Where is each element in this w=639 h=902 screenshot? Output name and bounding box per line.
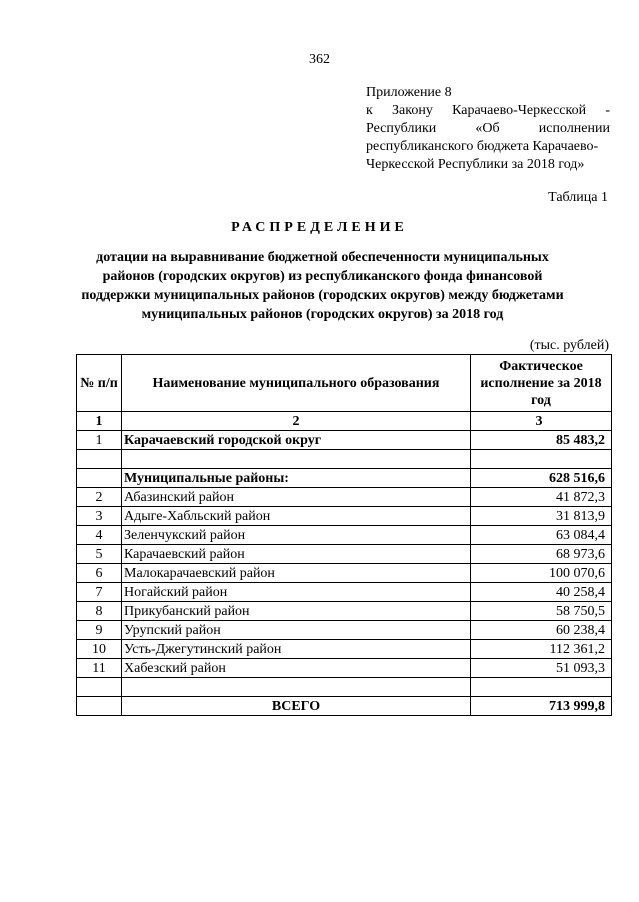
- appendix-line-1: Приложение 8: [366, 85, 452, 100]
- row-value: 40 258,4: [471, 583, 612, 602]
- row-name: Усть-Джегутинский район: [122, 640, 471, 659]
- row-num: 3: [77, 507, 122, 526]
- appendix-note: [366, 84, 610, 174]
- subtitle-line-3: поддержки муниципальных районов (городских округов) между бюджетами: [81, 288, 564, 303]
- row-value: 41 872,3: [471, 488, 612, 507]
- document-subtitle: [70, 248, 575, 324]
- row-num: 2: [77, 488, 122, 507]
- row-num: 11: [77, 659, 122, 678]
- table-row: [77, 583, 612, 602]
- table-row: [77, 621, 612, 640]
- col-number-2: 2: [122, 412, 471, 431]
- col-number-1: 1: [77, 412, 122, 431]
- row-name: Малокарачаевский район: [122, 564, 471, 583]
- subtitle-line-2: районов (городских округов) из республиканского фонда финансовой: [102, 269, 543, 284]
- header-num: № п/п: [77, 355, 122, 412]
- row-num: 6: [77, 564, 122, 583]
- appendix-line-2: к Закону Карачаево-Черкесской -: [366, 103, 610, 118]
- table-label: Таблица 1: [548, 190, 608, 205]
- row-value: 63 084,4: [471, 526, 612, 545]
- row-name: Карачаевский район: [122, 545, 471, 564]
- subtitle-line-1: дотации на выравнивание бюджетной обеспеченности муниципальных: [96, 250, 549, 265]
- table-header-row: [77, 355, 612, 412]
- table-row: [77, 640, 612, 659]
- row-name: Хабезский район: [122, 659, 471, 678]
- row-name: Карачаевский городской округ: [122, 431, 471, 450]
- total-value: 713 999,8: [471, 697, 612, 716]
- unit-label: (тыс. рублей): [529, 338, 609, 353]
- table-row: [77, 488, 612, 507]
- table-row-city: [77, 431, 612, 450]
- row-value: 68 973,6: [471, 545, 612, 564]
- table-row-districts-header: [77, 469, 612, 488]
- row-name: Прикубанский район: [122, 602, 471, 621]
- appendix-line-3: Республики «Об исполнении: [366, 121, 610, 136]
- page-number: 362: [309, 52, 330, 67]
- table-row: [77, 564, 612, 583]
- row-value: 31 813,9: [471, 507, 612, 526]
- table-row: [77, 545, 612, 564]
- header-value: Фактическое исполнение за 2018 год: [471, 355, 612, 412]
- table-row-empty: [77, 450, 612, 469]
- row-num: 10: [77, 640, 122, 659]
- row-value: 100 070,6: [471, 564, 612, 583]
- row-name: Зеленчукский район: [122, 526, 471, 545]
- appendix-line-5: Черкесской Республики за 2018 год»: [366, 157, 585, 172]
- table-row: [77, 659, 612, 678]
- row-name: Муниципальные районы:: [122, 469, 471, 488]
- table-row: [77, 526, 612, 545]
- row-value: 58 750,5: [471, 602, 612, 621]
- row-num: 1: [77, 431, 122, 450]
- row-num: 9: [77, 621, 122, 640]
- column-number-row: [77, 412, 612, 431]
- total-label: ВСЕГО: [122, 697, 471, 716]
- row-name: Адыге-Хабльский район: [122, 507, 471, 526]
- col-number-3: 3: [471, 412, 612, 431]
- table-row-empty: [77, 678, 612, 697]
- row-num: 7: [77, 583, 122, 602]
- row-name: Урупский район: [122, 621, 471, 640]
- subtitle-line-4: муниципальных районов (городских округов) за 2018 год: [141, 307, 504, 322]
- row-num: 4: [77, 526, 122, 545]
- appendix-line-4: республиканского бюджета Карачаево-: [366, 139, 599, 154]
- table-row: [77, 507, 612, 526]
- row-num: 5: [77, 545, 122, 564]
- row-name: Ногайский район: [122, 583, 471, 602]
- header-name: Наименование муниципального образования: [122, 355, 471, 412]
- row-value: 51 093,3: [471, 659, 612, 678]
- row-name: Абазинский район: [122, 488, 471, 507]
- row-value: 628 516,6: [471, 469, 612, 488]
- row-value: 60 238,4: [471, 621, 612, 640]
- table-row-total: [77, 697, 612, 716]
- distribution-table: [76, 354, 612, 716]
- document-title: РАСПРЕДЕЛЕНИЕ: [231, 220, 408, 235]
- row-num: 8: [77, 602, 122, 621]
- row-value: 85 483,2: [471, 431, 612, 450]
- table-row: [77, 602, 612, 621]
- row-value: 112 361,2: [471, 640, 612, 659]
